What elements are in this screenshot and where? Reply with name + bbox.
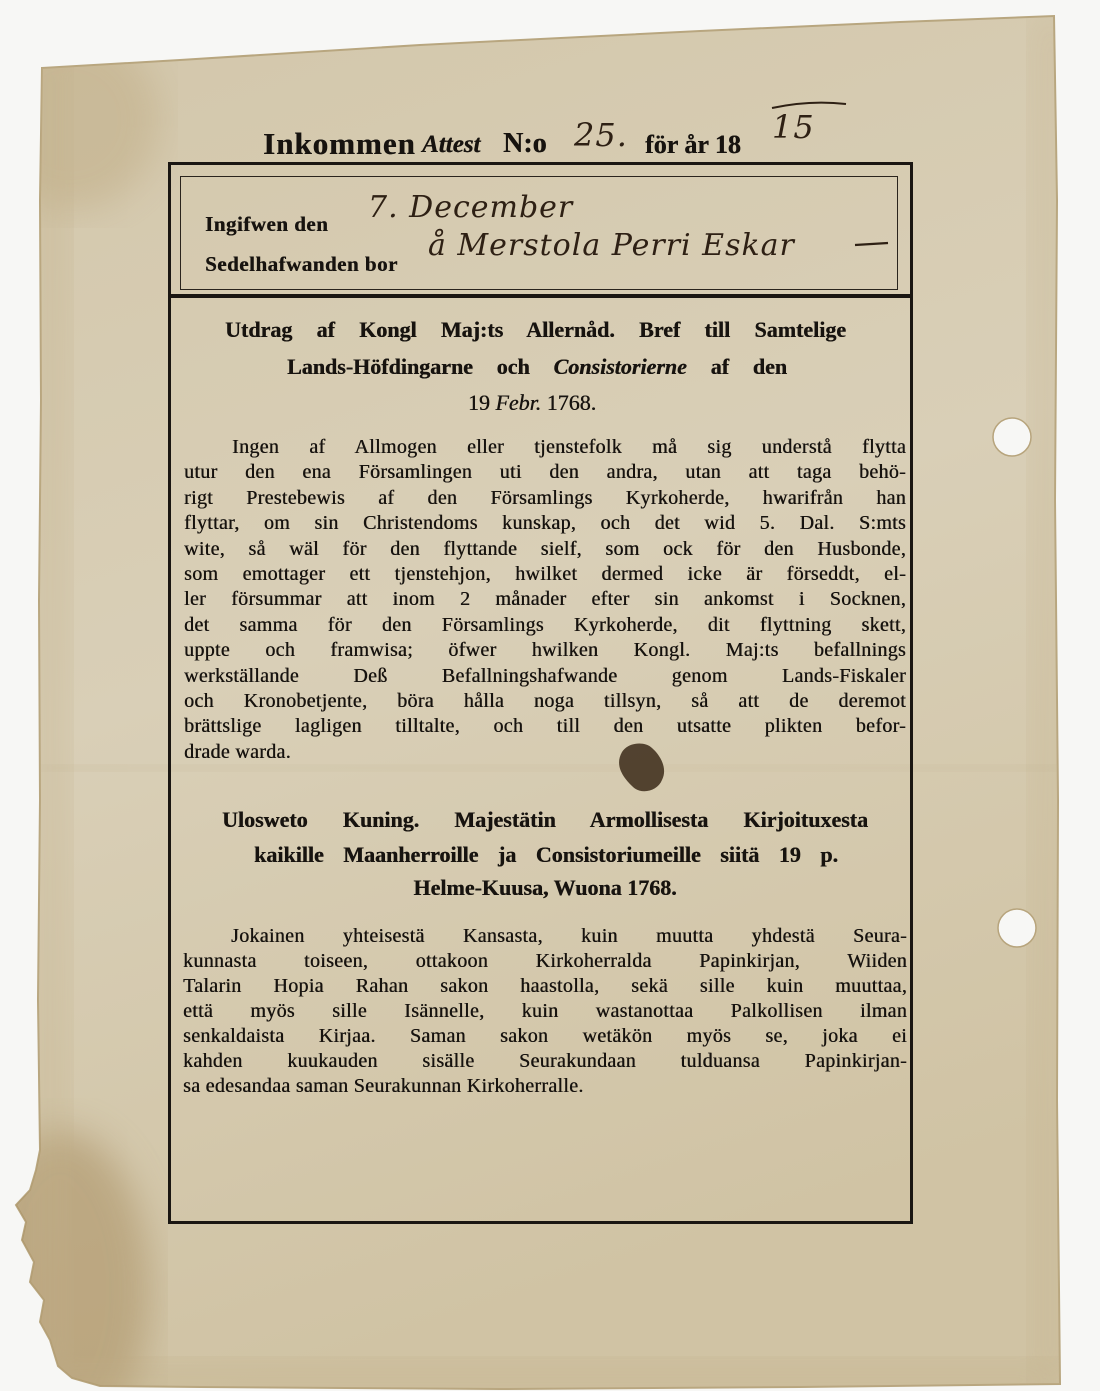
body-line: som emottager ett tjenstehjon, hwilket dermed icke är förseddt, el- [184,563,906,586]
title-number-label: N:o [503,128,547,159]
body-line: sa edesandaa saman Seurakunnan Kirkoherralle. [183,1075,584,1097]
swedish-heading-line [287,354,787,380]
body-line: rigt Prestebewis af den Församlings Kyrkoherde, hwarifrån han [184,486,906,509]
sedelhafwanden-handwritten-residence: å Merstola Perri Eskar [428,228,795,263]
body-line: kunnasta toiseen, ottakoon Kirkoherralda Papinkirjan, Wiiden [183,950,907,972]
punch-hole [993,418,1031,456]
punch-hole [998,909,1036,947]
body-line: senkaldaista Kirjaa. Saman sakon wetäkön myös se, joka ei [183,1025,907,1047]
body-line: uppte och framwisa; öfwer hwilken Kongl. Maj:ts befallnings [184,639,906,662]
body-line: werkställande Deß Befallningshafwande genom Lands-Fiskaler [184,664,906,687]
ingifwen-handwritten-date: 7. December [368,190,574,225]
title-handwritten-year: 15 [772,108,815,146]
sedelhafwanden-label: Sedelhafwanden bor [205,252,398,276]
swedish-body [184,435,906,765]
title-handwritten-number: 25. [574,116,628,154]
heading-italic-text: Febr. [495,390,542,415]
body-line: ler försummar att inom 2 månader efter sin ankomst i Socknen, [184,588,906,611]
body-line: drade warda. [184,740,291,763]
finnish-heading-date: Helme-Kuusa, Wuona 1768. [413,875,677,900]
title-inkommen: Inkommen [263,126,416,161]
heading-text: Lands-Höfdingarne och [287,354,530,379]
swedish-heading-line: Utdrag af Kongl Maj:ts Allernåd. Bref till Samtelige [225,317,846,342]
body-line: kahden kuukauden sisälle Seurakundaan tulduansa Papinkirjan- [183,1050,907,1072]
body-line: flyttar, om sin Christendoms kunskap, och det wid 5. Dal. S:mts [184,512,906,535]
ingifwen-label: Ingifwen den [205,212,329,236]
heading-italic-text: Consistorierne [553,354,687,379]
body-line: utur den ena Församlingen uti den andra, utan att taga behö- [184,461,906,484]
title-attest: Attest [422,131,481,158]
finnish-body [183,924,907,1099]
swedish-heading-date [432,390,632,416]
heading-text: 1768. [546,390,597,415]
title-year-label: för år 18 [645,130,741,159]
body-line: että myös sille Isännelle, kuin wastanottaa Palkollisen ilman [183,1000,907,1022]
body-line: Jokainen yhteisestä Kansasta, kuin muutta yhdestä Seura- [231,925,907,947]
body-line: wite, så wäl för den flyttande sielf, som ock för den Husbonde, [184,537,906,560]
body-line: Ingen af Allmogen eller tjenstefolk må sig understå flytta [232,436,906,458]
body-line: det samma för den Församlings Kyrkoherde, dit flyttning skett, [184,613,906,636]
body-line: Talarin Hopia Rahan sakon haastolla, sekä sille kuin muuttaa, [183,975,907,997]
body-line: och Kronobetjente, böra hålla noga tillsyn, så att de deremot [184,690,906,713]
heading-text: 19 [467,390,490,415]
section-separator [168,294,913,298]
heading-text: af den [710,354,788,379]
finnish-heading-line: kaikille Maanherroille ja Consistoriumeille siitä 19 p. [254,842,838,867]
body-line: brättslige lagligen tilltalte, och till den utsatte plikten befor- [184,715,906,738]
finnish-heading-line: Ulosweto Kuning. Majestätin Armollisesta Kirjoituxesta [222,807,868,832]
